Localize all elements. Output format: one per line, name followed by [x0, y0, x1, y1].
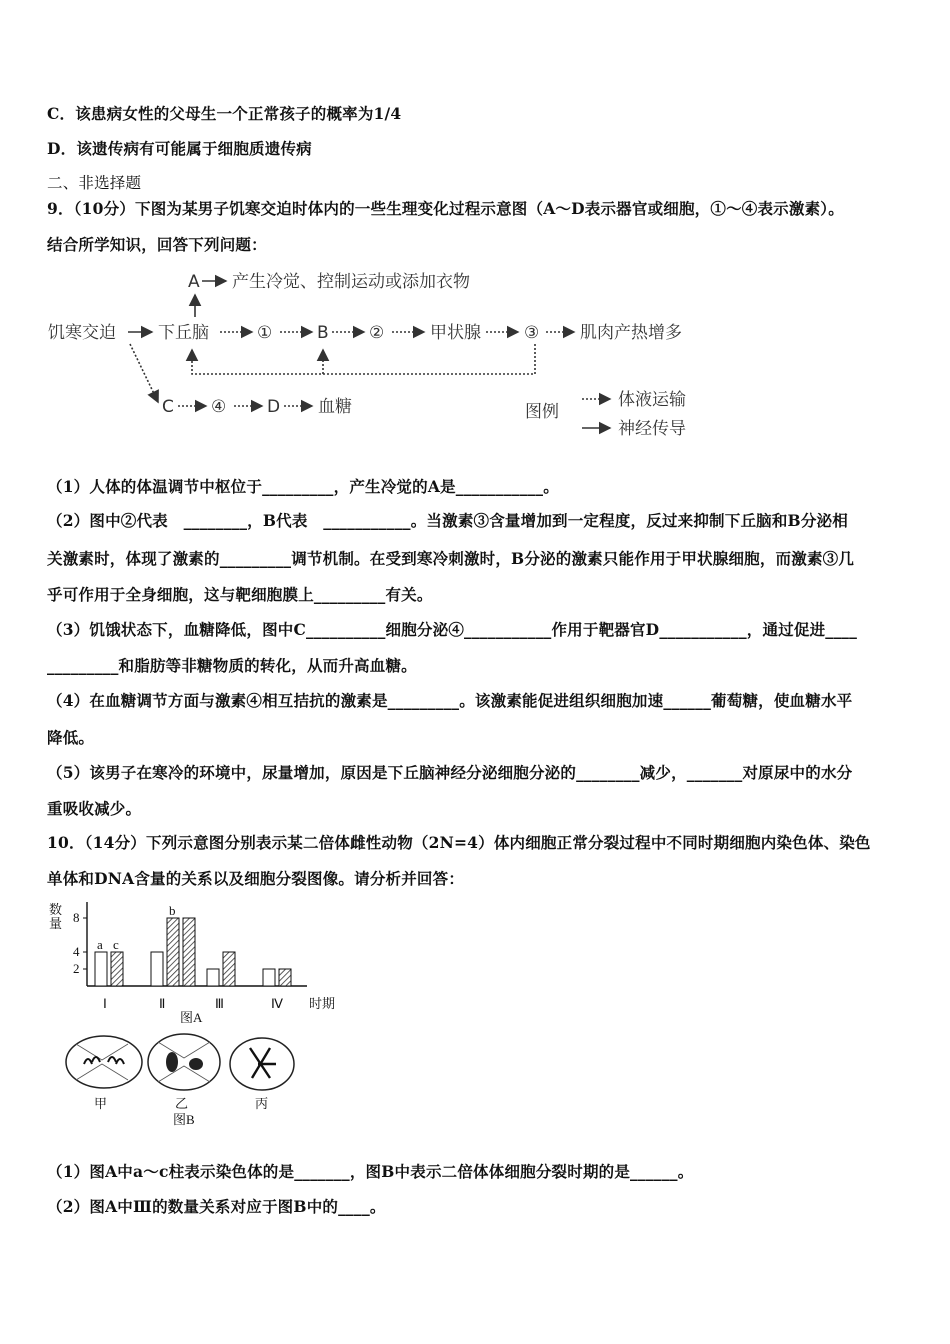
legend-nerve: 神经传导: [618, 419, 686, 439]
diagram-h4: ④: [211, 397, 227, 417]
q10-part1: （1）图A中a～c柱表示染色体的是_______，图B中表示二倍体体细胞分裂时期的是______。: [47, 1162, 694, 1181]
series-label-a: a: [97, 937, 103, 952]
diagram-h1: ①: [257, 323, 273, 343]
series-label-c: c: [113, 937, 119, 952]
q10-intro-2: 单体和DNA含量的关系以及细胞分裂图像。请分析并回答：: [47, 869, 465, 888]
q9-diagram: [40, 262, 720, 447]
diagram-C: C: [162, 397, 174, 417]
diagram-B: B: [317, 323, 329, 343]
legend-fluid: 体液运输: [618, 390, 686, 410]
q9-part5-a: （5）该男子在寒冷的环境中，尿量增加，原因是下丘脑神经分泌细胞分泌的________减少，_______对原尿中的水分: [47, 763, 853, 782]
category-label-2: Ⅱ: [159, 996, 166, 1011]
cell-label-yi: 乙: [175, 1096, 189, 1111]
q9-part1: （1）人体的体温调节中枢位于_________，产生冷觉的A是___________。: [47, 477, 559, 496]
category-label-3: Ⅲ: [215, 996, 224, 1011]
figure-b-title: 图B: [173, 1112, 195, 1127]
q9-part4-a: （4）在血糖调节方面与激素④相互拮抗的激素是_________。该激素能促进组织细胞加速______葡萄糖，使血糖水平: [47, 691, 853, 710]
bar-a-4: [263, 969, 275, 986]
q9-part2-a: （2）图中②代表 ________，B代表 ___________。当激素③含量增加到一定程度，反过来抑制下丘脑和B分泌相: [47, 511, 848, 530]
cell-yi: [148, 1034, 220, 1090]
category-label-1: Ⅰ: [103, 996, 107, 1011]
diagram-A: A: [188, 272, 200, 292]
series-label-b: b: [169, 903, 176, 918]
figure-b: [62, 1020, 322, 1130]
y-axis-label-1: 数: [49, 902, 63, 917]
diagram-glucose: 血糖: [318, 397, 352, 417]
option-c: C．该患病女性的父母生一个正常孩子的概率为1/4: [47, 104, 402, 123]
category-label-4: Ⅳ: [271, 996, 283, 1011]
q10-part2: （2）图A中Ⅲ的数量关系对应于图B中的____。: [47, 1197, 386, 1216]
q9-part3-a: （3）饥饿状态下，血糖降低，图中C__________细胞分泌④___________作用于靶器官D___________，通过促进____: [47, 620, 858, 639]
bar-b-2: [167, 918, 179, 986]
q9-part5-b: 重吸收减少。: [47, 799, 142, 818]
q9-part4-b: 降低。: [47, 728, 95, 747]
q9-intro-2: 结合所学知识，回答下列问题：: [47, 235, 267, 254]
diagram-stimulus: 饥寒交迫: [48, 323, 116, 343]
q9-part2-c: 乎可作用于全身细胞，这与靶细胞膜上_________有关。: [47, 585, 433, 604]
section-heading: 二、非选择题: [47, 174, 142, 192]
cell-bing: [230, 1038, 294, 1090]
diagram-A-effect: 产生冷觉、控制运动或添加衣物: [232, 272, 470, 292]
q9-part2-b: 关激素时，体现了激素的_________调节机制。在受到寒冷刺激时，B分泌的激素只能作用于甲状腺细胞，而激素③几: [47, 549, 855, 568]
bar-a-3: [207, 969, 219, 986]
option-d: D．该遗传病有可能属于细胞质遗传病: [47, 139, 312, 158]
bar-c-2: [183, 918, 195, 986]
bar-c-4: [279, 969, 291, 986]
q9-intro-1: 9．（10分）下图为某男子饥寒交迫时体内的一些生理变化过程示意图（A～D表示器官或细胞，①～④表示激素）。: [47, 199, 844, 218]
diagram-h3: ③: [524, 323, 540, 343]
q9-part3-b: _________和脂肪等非糖物质的转化，从而升高血糖。: [47, 656, 417, 675]
diagram-thyroid: 甲状腺: [430, 323, 481, 343]
bar-a-1: [95, 952, 107, 986]
cell-label-jia: 甲: [94, 1096, 108, 1111]
x-axis-label: 时期: [309, 996, 336, 1011]
y-tick-2: 2: [73, 961, 80, 976]
chart-title: 图A: [180, 1010, 203, 1023]
figure-a-chart: [45, 898, 365, 1023]
q10-intro-1: 10．（14分）下列示意图分别表示某二倍体雌性动物（2N=4）体内细胞正常分裂过程中不同时期细胞内染色体、染色: [47, 833, 871, 852]
cell-jia: [66, 1036, 142, 1088]
bar-a-2: [151, 952, 163, 986]
y-tick-4: 4: [73, 944, 80, 959]
diagram-hypothalamus: 下丘脑: [158, 323, 209, 343]
legend-title: 图例: [525, 402, 559, 422]
bar-c-1: [111, 952, 123, 986]
diagram-h2: ②: [369, 323, 385, 343]
y-tick-8: 8: [73, 910, 80, 925]
cell-label-bing: 丙: [255, 1096, 269, 1111]
diagram-D: D: [267, 397, 281, 417]
diagram-muscle: 肌肉产热增多: [580, 323, 682, 343]
bar-c-3: [223, 952, 235, 986]
y-axis-label-2: 量: [49, 916, 63, 931]
